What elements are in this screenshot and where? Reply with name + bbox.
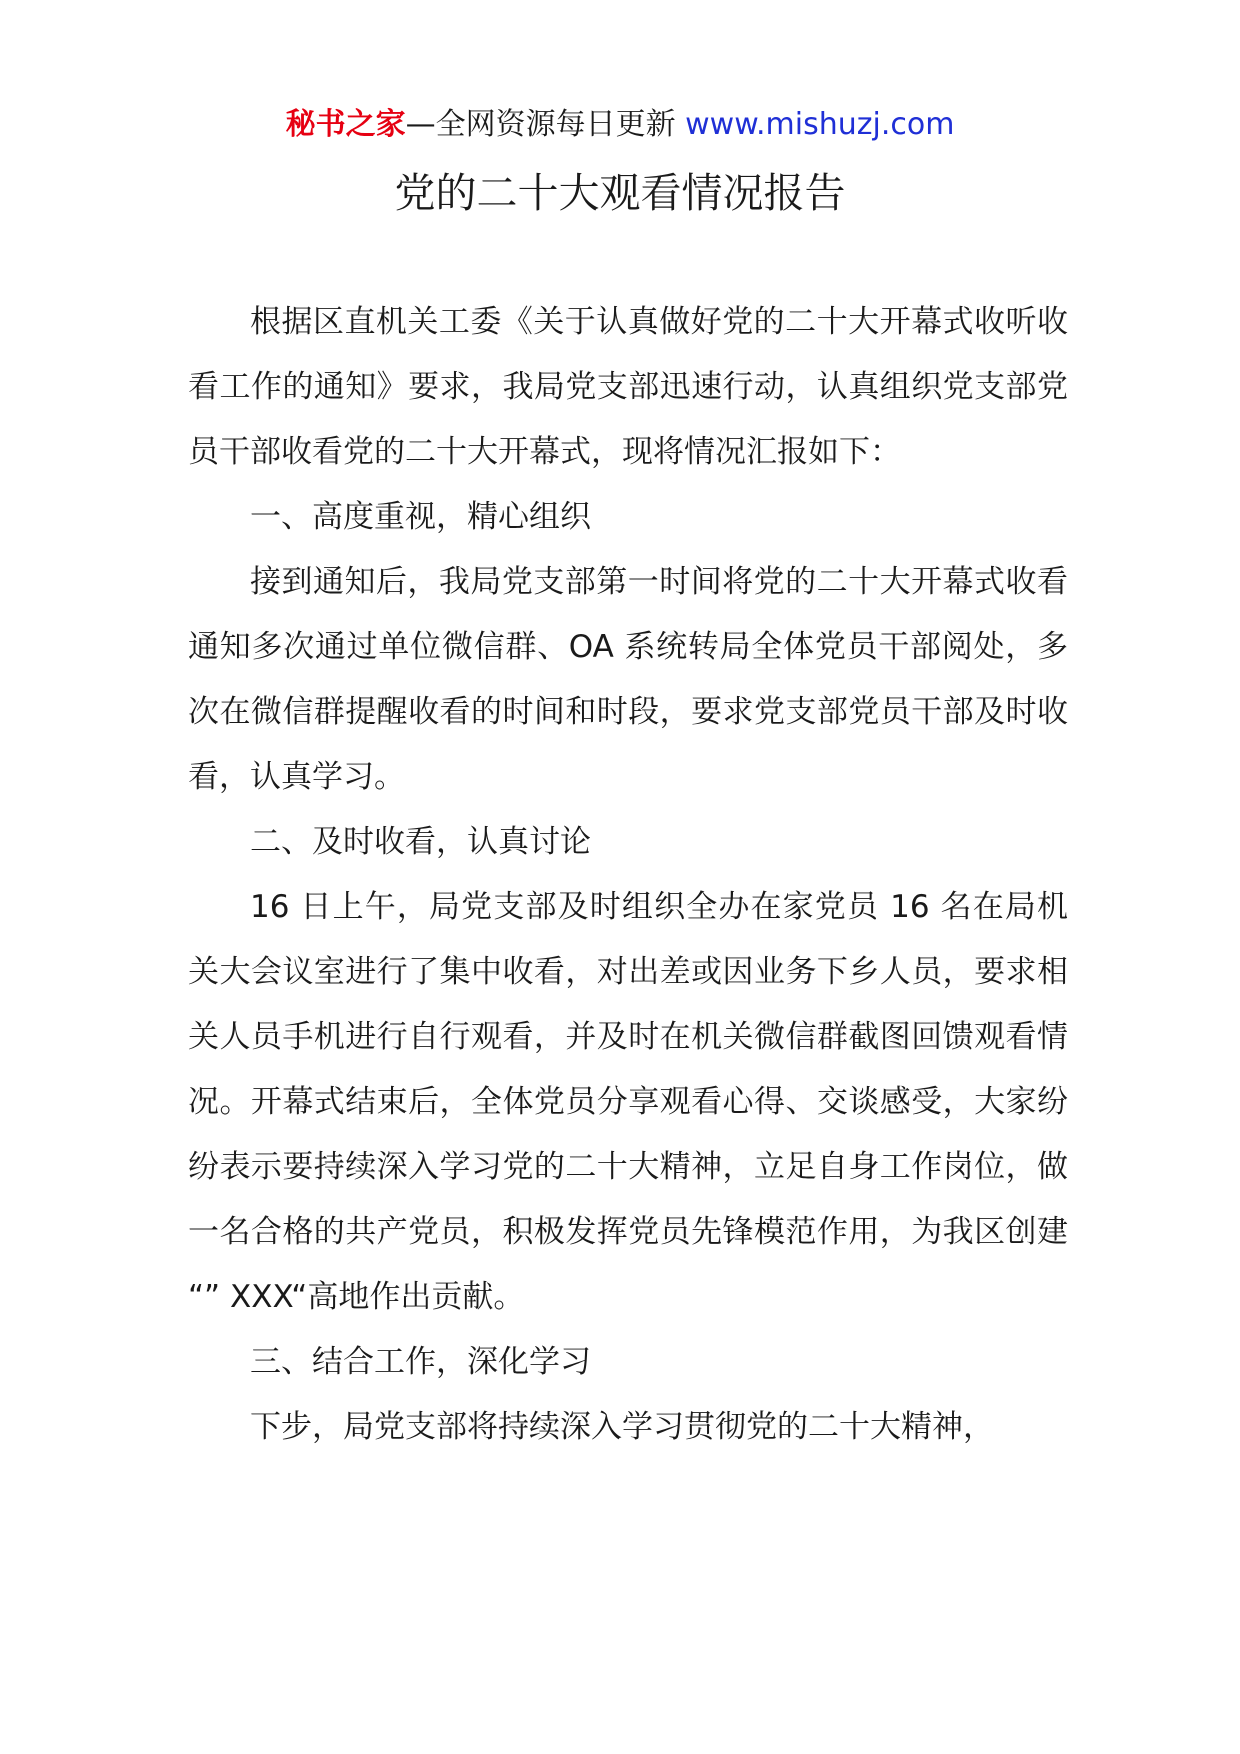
header-tagline: —全网资源每日更新 bbox=[405, 107, 676, 142]
site-url-link[interactable]: www.mishuzj.com bbox=[685, 107, 955, 142]
intro-paragraph: 根据区直机关工委《关于认真做好党的二十大开幕式收听收看工作的通知》要求，我局党支部迅速行动，认真组织党支部党员干部收看党的二十大开幕式，现将情况汇报如下： bbox=[188, 304, 1068, 470]
document-title: 党的二十大观看情况报告 bbox=[394, 169, 846, 217]
document-body bbox=[188, 290, 1068, 1460]
section-heading-3: 三、结合工作，深化学习 bbox=[250, 1344, 591, 1380]
site-header bbox=[0, 103, 1240, 147]
section-paragraph-3: 下步，局党支部将持续深入学习贯彻党的二十大精神， bbox=[250, 1409, 994, 1445]
section-paragraph-2: 16 日上午，局党支部及时组织全办在家党员 16 名在局机关大会议室进行了集中收看，对出差或因业务下乡人员，要求相关人员手机进行自行观看，并及时在机关微信群截图回馈观看情况。开幕式结束后，全体党员分享观看心得、交谈感受，大家纷纷表示要持续深入学习党的二十大精神，立足自身工作岗位，做一名合格的共产党员，积极发挥党员先锋模范作用，为我区创建 “” XXX“高地作出贡献。 bbox=[188, 889, 1068, 1315]
section-heading-1: 一、高度重视，精心组织 bbox=[250, 499, 591, 535]
section-heading-2: 二、及时收看，认真讨论 bbox=[250, 824, 591, 860]
section-paragraph-1: 接到通知后，我局党支部第一时间将党的二十大开幕式收看通知多次通过单位微信群、OA 系统转局全体党员干部阅处，多次在微信群提醒收看的时间和时段，要求党支部党员干部及时收看，认真学习。 bbox=[188, 564, 1068, 795]
brand-name: 秘书之家 bbox=[285, 107, 406, 142]
